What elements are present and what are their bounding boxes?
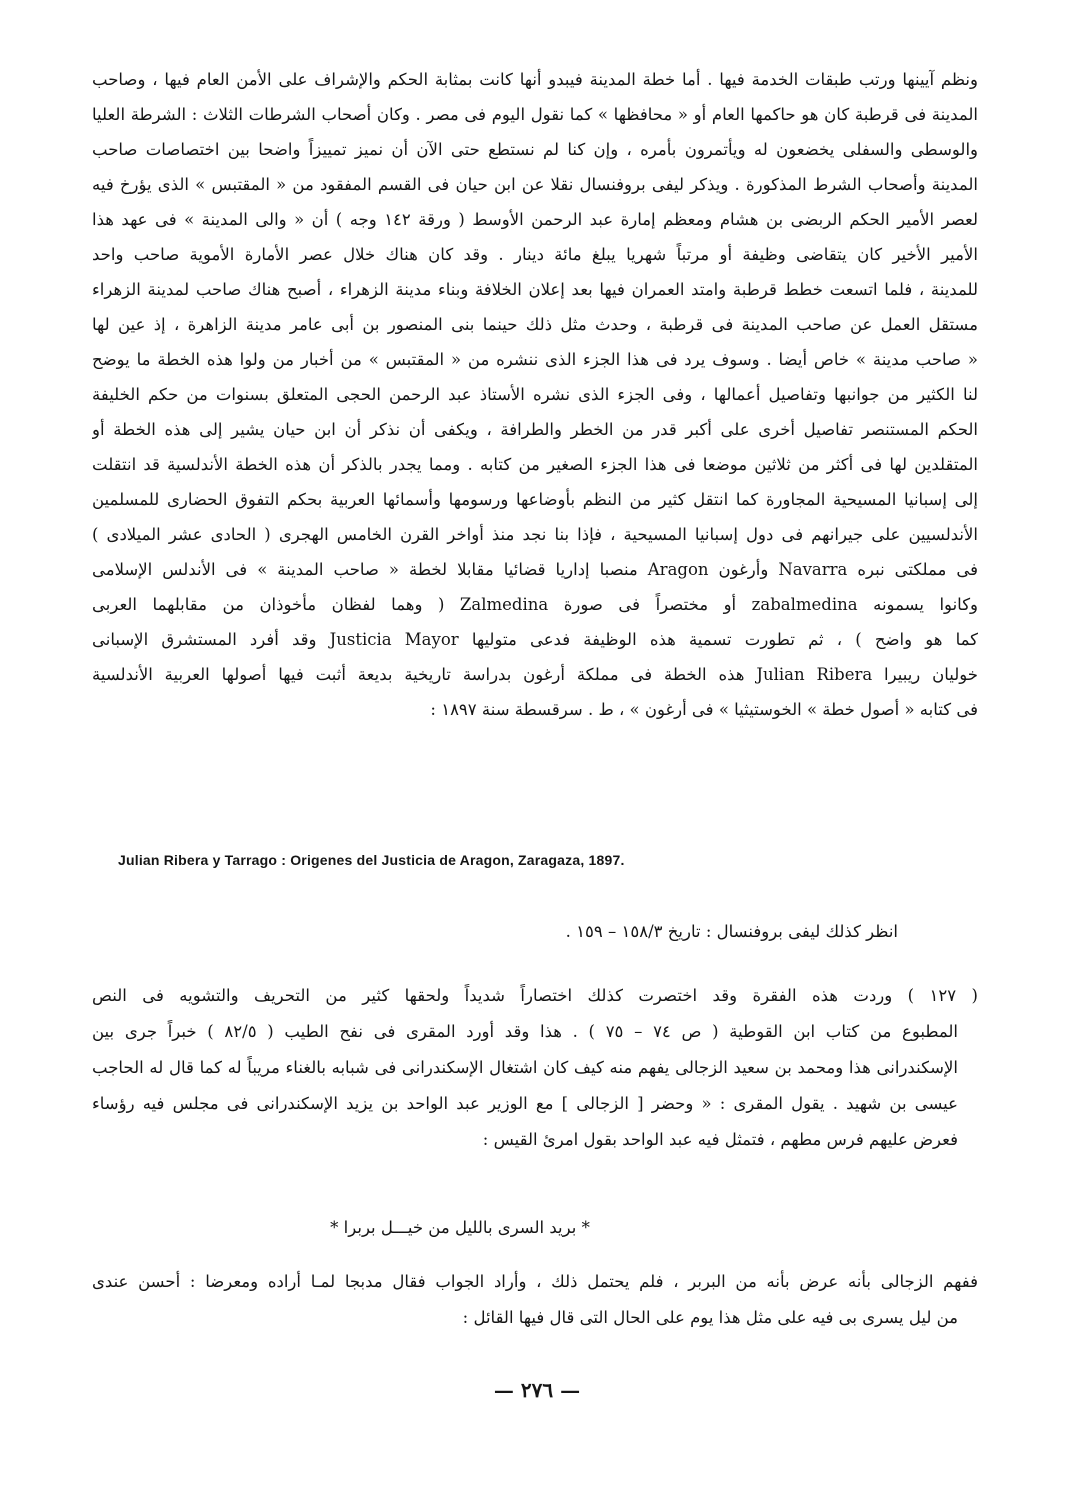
main-line: الأمير الأخير كان يتقاضى وظيفة أو مرتباً شهريا يبلغ مائة دينار . وقد كان هناك خلال عصر الأمارة الأموية صاحب واحد bbox=[92, 245, 978, 264]
main-line: لعصر الأمير الحكم الربضى بن هشام ومعظم إمارة عبد الرحمن الأوسط ( ورقة ١٤٢ وجه ) أن « والى المدينة » فى عهد هذا bbox=[92, 210, 978, 229]
main-line-last: فى كتابه « أصول خطة » الخوستيثيا » فى أرغون » ، ط . سرقسطة سنة ١٨٩٧ : bbox=[430, 700, 978, 719]
poem-verse: * بريد السرى بالليل من خيـــل بربرا * bbox=[330, 1218, 590, 1237]
main-line: « صاحب مدينة » خاص أيضا . وسوف يرد فى هذا الجزء الذى ننشره من « المقتبس » من أخبار من ولوا هذه الخطة ما يوضح bbox=[92, 350, 978, 369]
main-line: للمدينة ، فلما اتسعت خطط قرطبة وامتد العمران فيها بعد إعلان الخلافة وبناء مدينة الزهراء ، أصبح هناك صاحب لمدينة الزهراء bbox=[92, 280, 978, 299]
main-line: والوسطى والسفلى يخضعون له ويأتمرون بأمره ، وإن كنا لم نستطع حتى الآن أن نميز تمييزاً واضحا بين اختصاصات صاحب bbox=[92, 140, 978, 159]
main-line: لنا الكثير من جوانبها وتفاصيل أعمالها ، وفى الجزء الذى نشره الأستاذ عبد الرحمن الحجى المتعلق بسنوات من حكم الخليفة bbox=[92, 385, 978, 404]
main-line: المتقلدين لها فى أكثر من ثلاثين موضعا فى هذا الجزء الصغير من كتابه . ومما يجدر بالذكر أن هذه الخطة الأندلسية قد انتقلت bbox=[92, 455, 978, 474]
main-line: ونظم آيينها ورتب طبقات الخدمة فيها . أما خطة المدينة فيبدو أنها كانت بمثابة الحكم والإشراف على الأمن العام فيها ، وصاحب bbox=[92, 70, 978, 89]
page-number: — ٢٧٦ — bbox=[493, 1378, 581, 1402]
main-line: فى مملكتى نبره Navarra وأرغون Aragon منصبا إداريا قضائيا مقابلا لخطة « صاحب المدينة » فى الأندلس الإسلامى bbox=[92, 560, 978, 579]
note-line-last: فعرض عليهم فرس مطهم ، فتمثل فيه عبد الواحد بقول امرئ القيس : bbox=[482, 1130, 958, 1149]
note-line: ( ١٢٧ ) وردت هذه الفقرة وقد اختصرت كذلك اختصاراً شديداً ولحقها كثير من التحريف والتشويه فى النص bbox=[92, 986, 978, 1005]
note-line: الإسكندرانى هذا ومحمد بن سعيد الزجالى يفهم منه كيف كان اشتغال الإسكندرانى فى شبابه بالغناء مريباً له كما قال له الحاجب bbox=[92, 1058, 958, 1077]
note-line: عيسى بن شهيد . يقول المقرى : « وحضر [ الزجالى ] مع الوزير عبد الواحد بن يزيد الإسكندرانى فى مجلس فيه رؤساء bbox=[92, 1094, 958, 1113]
main-line: الحكم المستنصر تفاصيل أخرى على أكبر قدر من الخطر والطرافة ، ويكفى أن نذكر أن ابن حيان يشير إلى هذه الخطة أو bbox=[92, 420, 978, 439]
main-line: المدينة فى قرطبة كان هو حاكمها العام أو « محافظها » كما نقول اليوم فى مصر . وكان أصحاب الشرطات الثلاث : الشرطة العليا bbox=[92, 105, 978, 124]
see-also-note: انظر كذلك ليفى بروفنسال : تاريخ ١٥٨/٣ – ١٥٩ . bbox=[565, 922, 898, 941]
bibliographic-reference: Julian Ribera y Tarrago : Origenes del Justicia de Aragon, Zaragaza, 1897. bbox=[118, 852, 625, 868]
main-line: إلى إسبانيا المسيحية المجاورة كما انتقل كثير من النظم بأوضاعها ورسومها وأسمائها العربية بحكم التفوق الحضارى للمسلمين bbox=[92, 490, 978, 509]
main-line: كما هو واضح ) ، ثم تطورت تسمية هذه الوظيفة فدعى متوليها Justicia Mayor وقد أفرد المستشرق الإسبانى bbox=[92, 630, 978, 649]
closing-line: ففهم الزجالى بأنه عرض بأنه من البربر ، فلم يحتمل ذلك ، وأراد الجواب فقال مدبجا لمـا أراده ومعرضا : أحسن عندى bbox=[92, 1272, 978, 1291]
main-line: المدينة وأصحاب الشرط المذكورة . ويذكر ليفى بروفنسال نقلا عن ابن حيان فى القسم المفقود من « المقتبس » الذى يؤرخ فيه bbox=[92, 175, 978, 194]
main-line: وكانوا يسمونه zabalmedina أو مختصراً فى صورة Zalmedina ( وهما لفظان مأخوذان من مقابلهما العربى bbox=[92, 595, 978, 614]
main-line: مستقل العمل عن صاحب المدينة فى قرطبة ، وحدث مثل ذلك حينما بنى المنصور بن أبى عامر مدينة الزاهرة ، إذ عين لها bbox=[92, 315, 978, 334]
closing-line-last: من ليل يسرى بى فيه على مثل هذا يوم على الحال التى قال فيها القائل : bbox=[462, 1308, 958, 1327]
main-line: الأندلسيين على جيرانهم فى دول إسبانيا المسيحية ، فإذا بنا نجد منذ أواخر القرن الخامس الهجرى ( الحادى عشر الميلادى ) bbox=[92, 525, 978, 544]
main-line: خوليان ريبيرا Julian Ribera هذه الخطة فى مملكة أرغون بدراسة تاريخية بديعة أثبت فيها أصولها العربية الأندلسية bbox=[92, 665, 978, 684]
note-line: المطبوع من كتاب ابن القوطية ( ص ٧٤ – ٧٥ ) . هذا وقد أورد المقرى فى نفح الطيب ( ٨٢/٥ ) خبراً جرى بين bbox=[92, 1022, 958, 1041]
